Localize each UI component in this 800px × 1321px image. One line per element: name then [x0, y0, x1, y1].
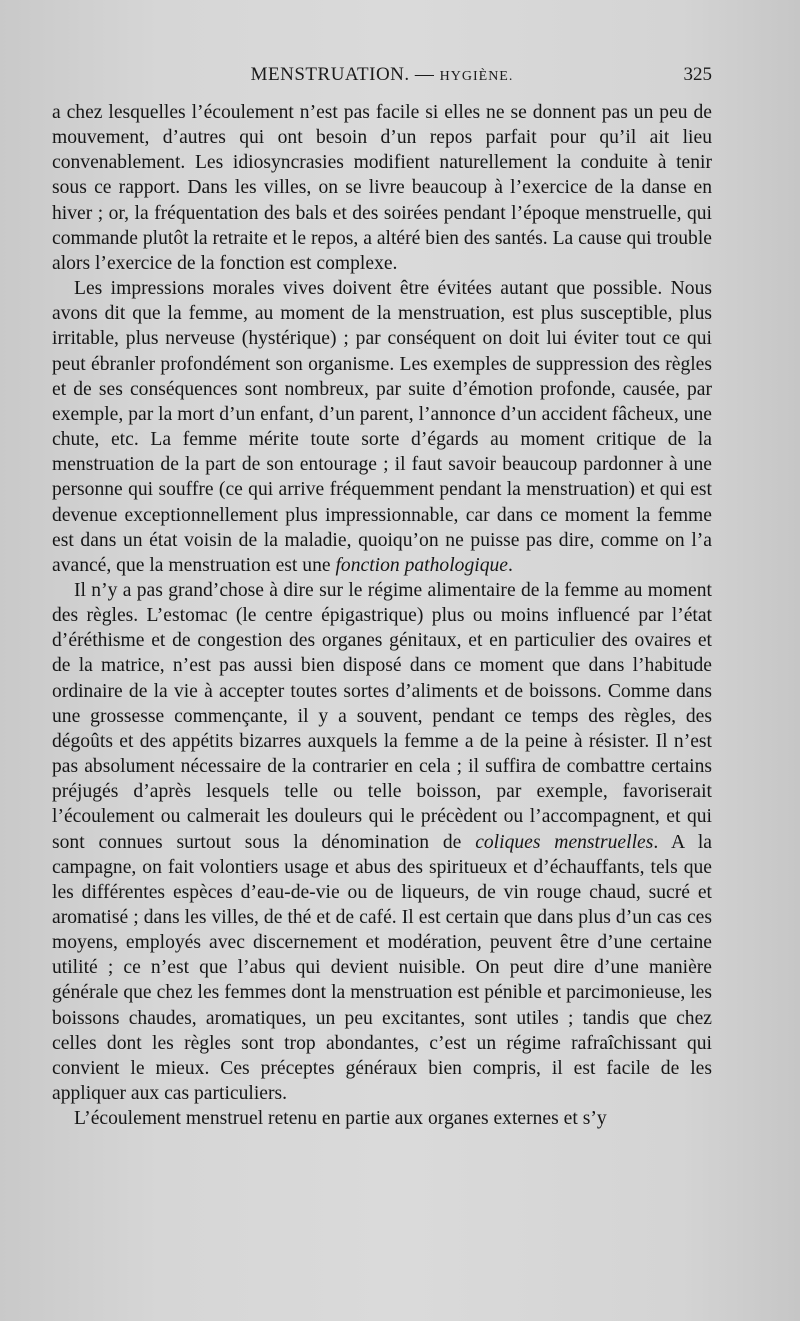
- paragraph-1-text: a chez lesquelles l’écoulement n’est pas facile si elles ne se donnent pas un peu de mouvement, d’autres qui ont besoin d’un repos parfait pour qu’il ait lieu convenablement. Les idiosyncrasies modifient naturellement la conduite à tenir sous ce rapport. Dans les villes, on se livre beaucoup à l’exercice de la danse en hiver ; or, la fréquentation des bals et des soirées pendant l’époque menstruelle, qui commande plutôt la retraite et le repos, a altéré bien des santés. La cause qui trouble alors l’exercice de la fonction est complexe.: [52, 102, 712, 274]
- paragraph-2-text: Les impressions morales vives doivent être évitées autant que possible. Nous avons dit que la femme, au moment de la menstruation, est plus susceptible, plus irritable, plus nerveuse (hystérique) ; par conséquent on doit lui éviter tout ce qui peut ébranler profondément son organisme. Les exemples de suppression des règles et de ses conséquences sont nombreux, par suite d’émotion profonde, causée, par exemple, par la mort d’un enfant, d’un parent, l’annonce d’un accident fâcheux, une chute, etc. La femme mérite toute sorte d’égards au moment critique de la menstruation de la part de son entourage ; il faut savoir beaucoup pardonner à une personne qui souffre (ce qui arrive fréquemment pendant la menstruation) et qui est devenue exceptionnellement plus impressionnable, car dans ce moment la femme est dans un état voisin de la maladie, quoiqu’on ne puisse pas dire, comme on l’a avancé, que la menstruation est une: [52, 278, 712, 576]
- paragraph-3: [52, 578, 712, 1106]
- paragraph-2-end: .: [508, 554, 513, 576]
- running-title: [52, 64, 712, 86]
- running-title-main: MENSTRUATION. —: [250, 64, 440, 85]
- paragraph-4-text: L’écoulement menstruel retenu en partie aux organes externes et s’y: [74, 1108, 607, 1130]
- paragraph-2-italic: fonction pathologique: [335, 554, 508, 576]
- page-number: 325: [683, 64, 712, 85]
- paragraph-3-italic: coliques menstruelles: [475, 831, 654, 853]
- paragraph-2: [52, 276, 712, 578]
- paragraph-1: [52, 100, 712, 276]
- running-title-section: HYGIÈNE.: [439, 69, 514, 84]
- paragraph-3-text: Il n’y a pas grand’chose à dire sur le régime alimentaire de la femme au moment des règles. L’estomac (le centre épigastrique) plus ou moins influencé par l’état d’éréthisme et de congestion des organes génitaux, et en particulier des ovaires et de la matrice, n’est pas aussi bien disposé dans ce moment que dans l’habitude ordinaire de la vie à accepter toutes sortes d’aliments et de boissons. Comme dans une grossesse commençante, il y a souvent, pendant ce temps des règles, des dégoûts et des appétits bizarres auxquels la femme a de la peine à résister. Il n’est pas absolument nécessaire de la contrarier en cela ; il suffira de combattre certains préjugés d’après lesquels telle ou telle boisson, par exemple, favoriserait l’écoulement ou calmerait les douleurs qui le précèdent ou l’accompagnent, et qui sont connues surtout sous la dénomination de: [52, 579, 712, 853]
- paragraph-3-end: . A la campagne, on fait volontiers usage et abus des spiritueux et d’échauffants, tels que les différentes espèces d’eau-de-vie ou de liqueurs, de vin rouge chaud, sucré et aromatisé ; dans les villes, de thé et de café. Il est certain que dans plus d’un cas ces moyens, employés avec discernement et modération, peuvent être d’une certaine utilité ; ce n’est que l’abus qui devient nuisible. On peut dire d’une manière générale que chez les femmes dont la menstruation est pénible et parcimonieuse, les boissons chaudes, aromatiques, un peu excitantes, sont utiles ; tandis que chez celles dont les règles sont trop abondantes, c’est un régime rafraîchissant qui convient le mieux. Ces préceptes généraux bien compris, il est facile de les appliquer aux cas particuliers.: [52, 831, 712, 1105]
- body-text: [52, 100, 712, 1131]
- running-header: [52, 64, 712, 94]
- paragraph-4: [52, 1106, 712, 1131]
